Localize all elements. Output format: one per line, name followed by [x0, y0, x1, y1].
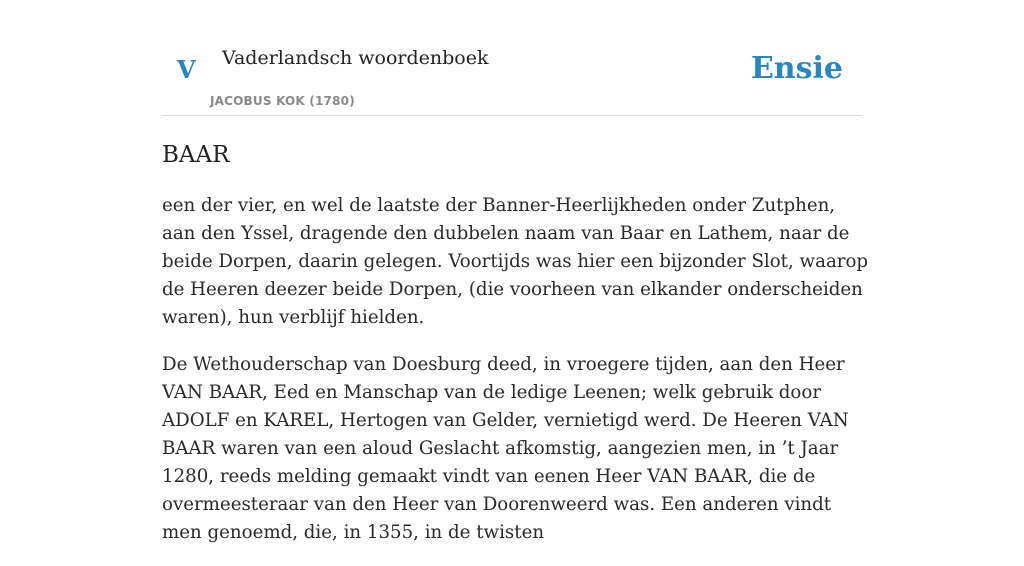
entry-title: BAAR [162, 142, 230, 168]
brand-logo-link[interactable]: Ensie [750, 51, 843, 86]
entry-body [162, 192, 872, 566]
header [162, 0, 862, 116]
book-title-link[interactable]: Vaderlandsch woordenboek [222, 47, 489, 69]
entry-paragraph: een der vier, en wel de laatste der Banner-Heerlijkheden onder Zutphen, aan den Yssel, dragende den dubbelen naam van Baar en Lathem, naar de beide Dorpen, daarin gelegen. Voortijds was hier een bijzonder Slot, waarop de Heeren deezer beide Dorpen, (die voorheen van elkander onderscheiden waren), hun verblijf hielden. [162, 195, 869, 328]
book-author: JACOBUS KOK (1780) [210, 94, 355, 108]
entry-paragraph: De Wethouderschap van Doesburg deed, in vroegere tijden, aan den Heer VAN BAAR, Eed en Manschap van de ledige Leenen; welk gebruik door ADOLF en KAREL, Hertogen van Gelder, vernietigd werd. De Heeren VAN BAAR waren van een aloud Geslacht afkomstig, aangezien men, in ’t Jaar 1280, reeds melding gemaakt vindt van eenen Heer VAN BAAR, die de overmeesteraar van den Heer van Doorenweerd was. Een anderen vindt men genoemd, die, in 1355, in de twisten [162, 354, 849, 543]
book-letter-logo: V [177, 55, 196, 84]
